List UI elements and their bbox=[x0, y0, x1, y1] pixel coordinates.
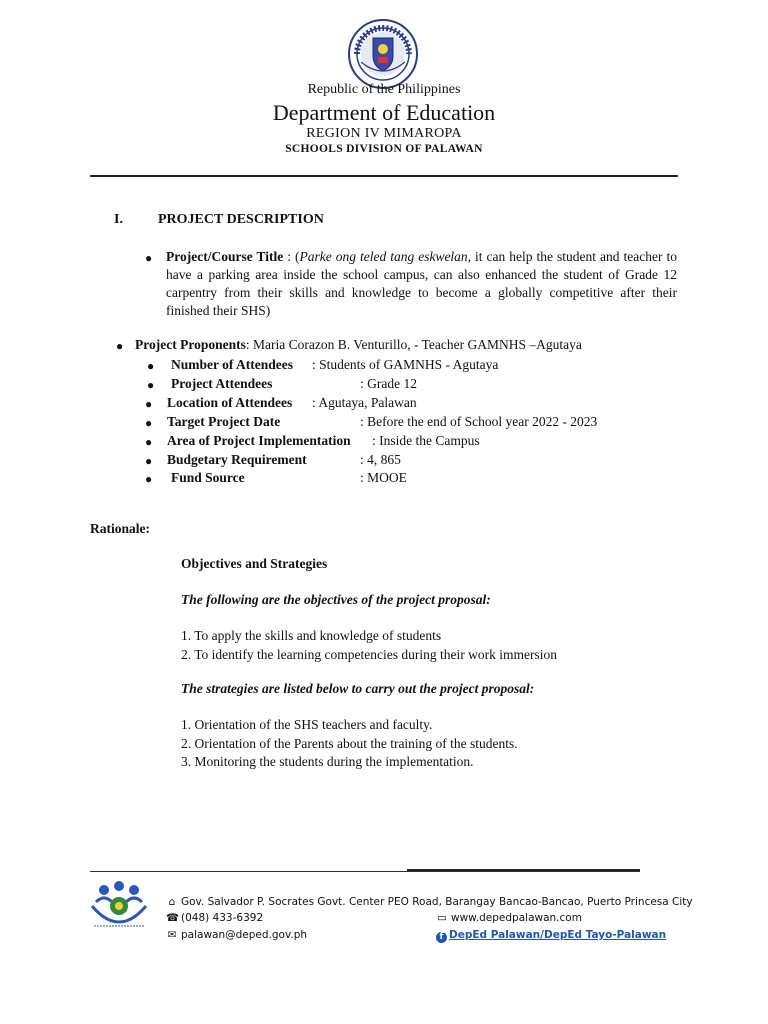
bullet-icon: ● bbox=[145, 454, 153, 468]
detail-value: : Inside the Campus bbox=[372, 433, 480, 448]
footer-address bbox=[166, 896, 693, 908]
bullet-icon: ● bbox=[147, 359, 155, 373]
email-text: palawan@deped.gov.ph bbox=[181, 929, 308, 941]
footer-divider-accent bbox=[407, 869, 640, 871]
objective-item: 1. To apply the skills and knowledge of students bbox=[181, 628, 442, 643]
proponents-label: Project Proponents bbox=[135, 337, 246, 352]
bullet-icon: ● bbox=[116, 339, 124, 353]
course-title-label: Project/Course Title bbox=[166, 249, 284, 264]
course-title-colon: : ( bbox=[283, 249, 300, 264]
bullet-icon: ● bbox=[145, 416, 153, 430]
detail-label: Budgetary Requirement bbox=[167, 452, 307, 467]
website-text[interactable]: www.depedpalawan.com bbox=[451, 912, 582, 924]
detail-label: Project Attendees bbox=[171, 376, 273, 391]
facebook-icon: f bbox=[436, 932, 447, 943]
bullet-icon: ● bbox=[145, 251, 153, 265]
department-title: Department of Education bbox=[272, 100, 496, 125]
footer-facebook[interactable] bbox=[436, 929, 666, 943]
detail-value: : Students of GAMNHS - Agutaya bbox=[312, 357, 499, 372]
phone-text: (048) 433-6392 bbox=[181, 912, 264, 924]
strategy-item: 2. Orientation of the Parents about the training of the students. bbox=[181, 736, 518, 751]
objective-item: 2. To identify the learning competencies during their work immersion bbox=[181, 647, 557, 662]
address-text: Gov. Salvador P. Socrates Govt. Center PEO Road, Barangay Bancao-Bancao, Puerto Princesa City bbox=[181, 896, 693, 908]
deped-tayo-logo-icon bbox=[86, 876, 152, 934]
strategies-intro: The strategies are listed below to carry out the project proposal: bbox=[181, 681, 535, 696]
republic-line: Republic of the Philippines bbox=[307, 82, 461, 97]
email-icon: ✉ bbox=[167, 929, 177, 941]
home-icon: ⌂ bbox=[168, 896, 176, 908]
detail-label: Number of Attendees bbox=[171, 357, 293, 372]
project-proponents bbox=[135, 337, 582, 353]
detail-label: Target Project Date bbox=[167, 414, 281, 429]
deped-seal-icon bbox=[347, 18, 419, 90]
section-number: I. bbox=[114, 212, 123, 227]
detail-value: : MOOE bbox=[360, 470, 407, 485]
footer-website[interactable] bbox=[436, 912, 582, 924]
objectives-heading: Objectives and Strategies bbox=[181, 556, 328, 571]
course-title-name: Parke ong teled tang eskwelan bbox=[299, 249, 468, 264]
section-title: PROJECT DESCRIPTION bbox=[158, 212, 324, 227]
detail-label: Location of Attendees bbox=[167, 395, 293, 410]
phone-icon: ☎ bbox=[166, 912, 180, 924]
strategy-item: 1. Orientation of the SHS teachers and faculty. bbox=[181, 717, 433, 732]
header-divider bbox=[90, 175, 678, 177]
detail-label: Fund Source bbox=[171, 470, 245, 485]
rationale-heading: Rationale: bbox=[90, 521, 150, 536]
proponents-value: : Maria Corazon B. Venturillo, - Teacher GAMNHS –Agutaya bbox=[245, 337, 582, 352]
course-title-text: , it can help the student and teacher to have a parking area inside the school campus, can also enhanced the student of Grade 12 carpentry from their skills and knowledge to become a globally competitive after their finished their SHS) bbox=[166, 249, 677, 318]
region-line: REGION IV MIMAROPA bbox=[306, 126, 462, 141]
bullet-icon: ● bbox=[145, 397, 153, 411]
course-title-paragraph bbox=[166, 248, 677, 320]
facebook-link[interactable]: DepEd Palawan/DepEd Tayo-Palawan bbox=[449, 929, 667, 941]
detail-value: : Agutaya, Palawan bbox=[312, 395, 417, 410]
bullet-icon: ● bbox=[145, 472, 153, 486]
objectives-intro: The following are the objectives of the project proposal: bbox=[181, 592, 491, 607]
detail-label: Area of Project Implementation bbox=[167, 433, 351, 448]
footer-email bbox=[166, 929, 307, 941]
detail-value: : 4, 865 bbox=[360, 452, 401, 467]
web-icon: ▭ bbox=[437, 912, 447, 924]
bullet-icon: ● bbox=[145, 435, 153, 449]
strategy-item: 3. Monitoring the students during the implementation. bbox=[181, 754, 474, 769]
footer-phone bbox=[166, 912, 263, 924]
detail-value: : Grade 12 bbox=[360, 376, 417, 391]
division-line: SCHOOLS DIVISION OF PALAWAN bbox=[285, 143, 483, 155]
bullet-icon: ● bbox=[147, 378, 155, 392]
detail-value: : Before the end of School year 2022 - 2023 bbox=[360, 414, 598, 429]
footer-divider bbox=[90, 871, 640, 872]
